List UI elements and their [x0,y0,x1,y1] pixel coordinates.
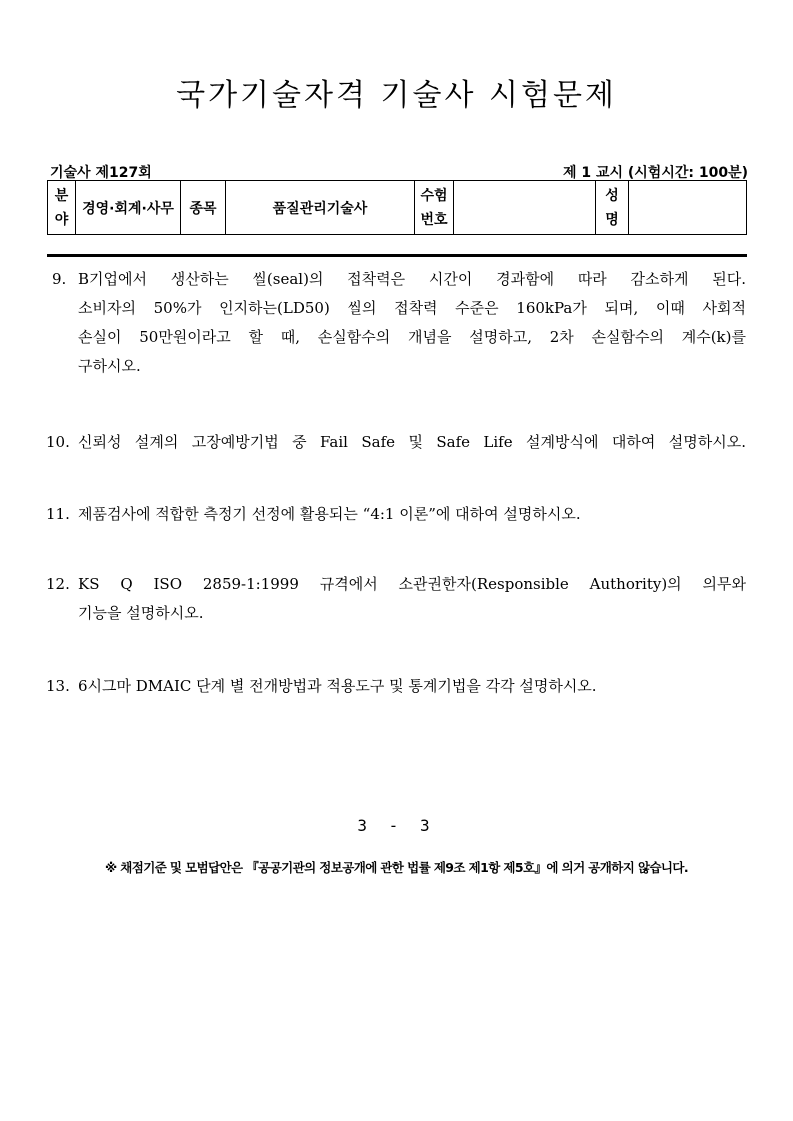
page-number: 3 - 3 [357,816,436,835]
field-label-part-1: 분 [54,187,69,204]
exam-series-label: 기술사 제127회 [50,165,152,181]
question-13 [46,672,746,701]
question-text-line: 소비자의 50%가 인지하는(LD50) 씰의 접착력 수준은 160kPa가 되며, 이때 사회적 [78,299,746,317]
question-10 [46,428,746,457]
question-text-line: 구하시오. [78,357,141,375]
field-label-part-2: 야 [54,211,69,228]
question-text-line: 손실이 50만원이라고 할 때, 손실함수의 개념을 설명하고, 2차 손실함수의 계수(k)를 [78,328,746,346]
question-text-line: 6시그마 DMAIC 단계 별 전개방법과 적용도구 및 통계기법을 각각 설명하시오. [78,677,597,695]
exam-number-label-part-2: 번호 [420,211,448,228]
disclosure-notice: ※ 채점기준 및 모범답안은 『공공기관의 정보공개에 관한 법률 제9조 제1항 제5호』에 의거 공개하지 않습니다. [104,860,689,875]
question-text-line: 신뢰성 설계의 고장예방기법 중 Fail Safe 및 Safe Life 설계방식에 대하여 설명하시오. [78,433,746,451]
question-number: 11. [46,505,70,523]
field-label-cell [48,181,76,235]
question-number: 9. [52,270,67,288]
exam-number-label-part-1: 수험 [420,187,448,204]
name-label-part-2: 명 [605,211,619,228]
question-number: 13. [46,677,70,695]
name-label-part-1: 성 [605,187,619,204]
question-9 [46,265,746,381]
question-11 [46,500,746,529]
question-12 [46,570,746,628]
name-field[interactable] [629,181,747,235]
question-text-line: 기능을 설명하시오. [78,604,204,622]
question-number: 10. [46,433,70,451]
question-text-line: B기업에서 생산하는 씰(seal)의 접착력은 시간이 경과함에 따라 감소하게 된다. [78,270,746,288]
exam-info-table [47,180,747,235]
question-text-line: 제품검사에 적합한 측정기 선정에 활용되는 “4:1 이론”에 대하여 설명하시오. [78,505,581,523]
header-divider [47,254,747,257]
exam-number-label-cell [415,181,454,235]
exam-number-field[interactable] [454,181,596,235]
category-label: 종목 [181,181,226,235]
name-label-cell [596,181,629,235]
page-title: 국가기술자격 기술사 시험문제 [176,78,617,113]
category-value: 품질관리기술사 [226,181,415,235]
session-info-label: 제 1 교시 (시험시간: 100분) [562,165,748,181]
field-value: 경영·회계·사무 [76,181,181,235]
question-text-line: KS Q ISO 2859-1:1999 규격에서 소관권한자(Responsible Authority)의 의무와 [78,575,746,593]
question-number: 12. [46,575,70,593]
